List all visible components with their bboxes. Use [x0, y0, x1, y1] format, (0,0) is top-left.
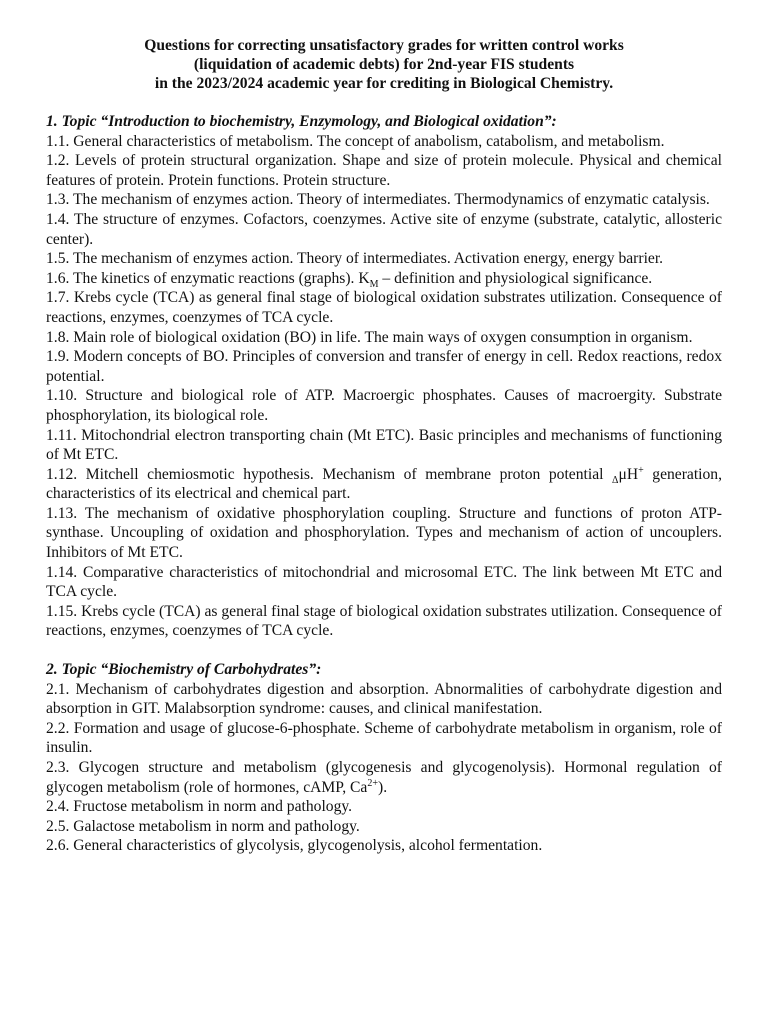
question-item: 1.10. Structure and biological role of ATP. Macroergic phosphates. Causes of macroergity. Substrate phosphorylation, its biological role. [46, 387, 722, 424]
question-item: 2.5. Galactose metabolism in norm and pathology. [46, 817, 360, 835]
title-line-3: in the 2023/2024 academic year for crediting in Biological Chemistry. [154, 75, 614, 92]
question-text: 2.3. Glycogen structure and metabolism (glycogenesis and glycogenolysis). Hormonal regulation of glycogen metabolism (role of hormones, cAMP, Ca [46, 759, 722, 796]
question-text: 1.12. Mitchell chemiosmotic hypothesis. Mechanism of membrane proton potential [46, 465, 613, 483]
question-text: 1.6. The kinetics of enzymatic reactions (graphs). K [46, 269, 370, 287]
document-title [46, 36, 722, 93]
question-item [46, 758, 722, 797]
question-item [46, 269, 722, 289]
question-list [46, 680, 722, 856]
question-item [46, 465, 722, 504]
title-line-1: Questions for correcting unsatisfactory grades for written control works [144, 37, 624, 54]
subscript-m: M [369, 278, 379, 290]
question-item: 2.2. Formation and usage of glucose-6-phosphate. Scheme of carbohydrate metabolism in organism, role of insulin. [46, 719, 722, 757]
question-text: ). [378, 778, 388, 796]
question-item: 1.7. Krebs cycle (TCA) as general final stage of biological oxidation substrates utilization. Consequence of reactions, enzymes, coenzymes of TCA cycle. [46, 289, 722, 326]
question-text: generation, characteristics of its electrical and chemical part. [46, 465, 722, 503]
question-item: 1.14. Comparative characteristics of mitochondrial and microsomal ETC. The link between Mt ETC and TCA cycle. [46, 563, 722, 601]
question-item: 2.1. Mechanism of carbohydrates digestion and absorption. Abnormalities of carbohydrate digestion and absorption in GIT. Malabsorption syndrome: causes, and clinical manifestation. [46, 680, 722, 718]
question-item: 1.3. The mechanism of enzymes action. Theory of intermediates. Thermodynamics of enzymatic catalysis. [46, 191, 710, 209]
question-item: 1.2. Levels of protein structural organization. Shape and size of protein molecule. Physical and chemical features of protein. Protein functions. Protein structure. [46, 152, 722, 189]
question-item: 1.9. Modern concepts of BO. Principles of conversion and transfer of energy in cell. Redox reactions, redox potential. [46, 348, 722, 385]
question-item: 1.4. The structure of enzymes. Cofactors, coenzymes. Active site of enzyme (substrate, catalytic, allosteric center). [46, 210, 722, 248]
topic-heading: 2. Topic “Biochemistry of Carbohydrates”: [46, 661, 322, 679]
question-list [46, 132, 722, 641]
question-item: 1.5. The mechanism of enzymes action. Theory of intermediates. Activation energy, energy barrier. [46, 250, 664, 268]
section-topic-2 [46, 660, 722, 856]
topic-heading: 1. Topic “Introduction to biochemistry, Enzymology, and Biological oxidation”: [46, 113, 557, 130]
subscript-delta: Δ [612, 474, 619, 486]
question-item: 1.8. Main role of biological oxidation (BO) in life. The main ways of oxygen consumption in organism. [46, 328, 693, 346]
superscript-charge: 2+ [367, 777, 378, 789]
question-item: 2.4. Fructose metabolism in norm and pathology. [46, 798, 353, 816]
question-item: 2.6. General characteristics of glycolysis, glycogenolysis, alcohol fermentation. [46, 837, 543, 855]
question-item: 1.13. The mechanism of oxidative phosphorylation coupling. Structure and functions of proton ATP-synthase. Uncoupling of oxidation and phosphorylation. Types and mechanism of action of uncouplers. Inhibitors of Mt ETC. [46, 504, 722, 562]
question-text: – definition and physiological significance. [378, 269, 653, 287]
question-item: 1.1. General characteristics of metabolism. The concept of anabolism, catabolism, and metabolism. [46, 132, 665, 150]
question-item: 1.11. Mitochondrial electron transporting chain (Mt ETC). Basic principles and mechanisms of functioning of Mt ETC. [46, 426, 722, 464]
proton-potential-symbol: μH [618, 465, 639, 483]
title-line-2: (liquidation of academic debts) for 2nd-year FIS students [193, 56, 575, 73]
section-topic-1 [46, 112, 722, 641]
question-item: 1.15. Krebs cycle (TCA) as general final stage of biological oxidation substrates utilization. Consequence of reactions, enzymes, coenzymes of TCA cycle. [46, 602, 722, 640]
superscript-plus: + [638, 464, 644, 476]
